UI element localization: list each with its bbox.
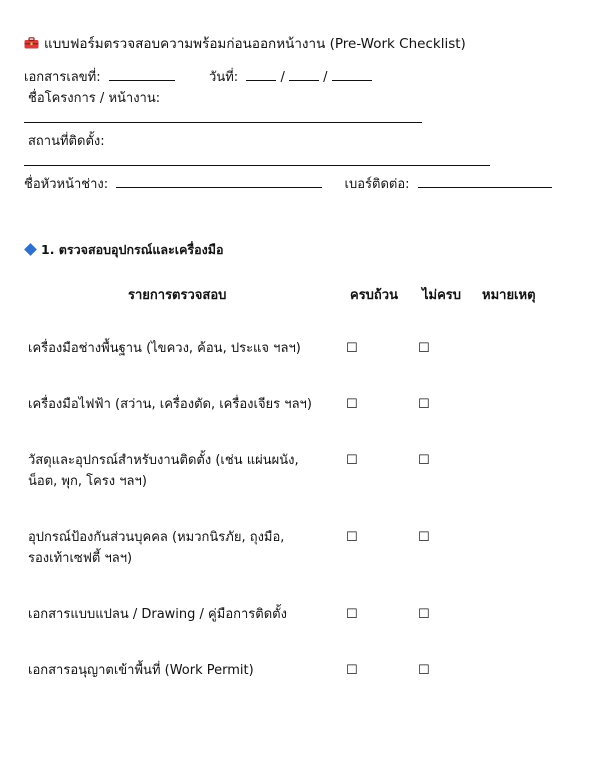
complete-checkbox[interactable]: ☐ bbox=[346, 663, 358, 678]
section-1-title bbox=[24, 240, 224, 260]
complete-checkbox[interactable]: ☐ bbox=[346, 397, 358, 412]
date-month-field[interactable] bbox=[289, 68, 319, 81]
foreman-phone-row bbox=[24, 173, 552, 194]
complete-checkbox[interactable]: ☐ bbox=[346, 341, 358, 356]
diamond-icon bbox=[24, 243, 37, 256]
doc-no-field[interactable] bbox=[109, 68, 175, 81]
date-sep: / bbox=[323, 70, 328, 85]
col-header-note: หมายเหตุ bbox=[482, 288, 536, 303]
incomplete-checkbox[interactable]: ☐ bbox=[418, 663, 430, 678]
complete-checkbox[interactable]: ☐ bbox=[346, 607, 358, 622]
project-label: ชื่อโครงการ / หน้างาน: bbox=[28, 91, 161, 106]
item-label: เครื่องมือไฟฟ้า (สว่าน, เครื่องตัด, เครื่องเจียร ฯลฯ) bbox=[28, 397, 312, 412]
incomplete-checkbox[interactable]: ☐ bbox=[418, 607, 430, 622]
phone-label: เบอร์ติดต่อ: bbox=[344, 177, 410, 192]
col-header-incomplete: ไม่ครบ bbox=[422, 288, 462, 303]
incomplete-checkbox[interactable]: ☐ bbox=[418, 397, 430, 412]
col-header-complete: ครบถ้วน bbox=[350, 288, 398, 303]
page-title-text: แบบฟอร์มตรวจสอบความพร้อมก่อนออกหน้างาน (Pre-Work Checklist) bbox=[44, 36, 466, 52]
item-label: เครื่องมือช่างพื้นฐาน (ไขควง, ค้อน, ประแจ ฯลฯ) bbox=[28, 341, 301, 356]
date-year-field[interactable] bbox=[332, 68, 372, 81]
complete-checkbox[interactable]: ☐ bbox=[346, 453, 358, 468]
project-field[interactable] bbox=[24, 122, 422, 123]
incomplete-checkbox[interactable]: ☐ bbox=[418, 453, 430, 468]
location-field[interactable] bbox=[24, 165, 490, 166]
item-label: วัสดุและอุปกรณ์สำหรับงานติดตั้ง (เช่น แผ่นผนัง, น็อต, พุก, โครง ฯลฯ) bbox=[28, 453, 299, 489]
item-label: เอกสารแบบแปลน / Drawing / คู่มือการติดตั้ง bbox=[28, 607, 287, 622]
incomplete-checkbox[interactable]: ☐ bbox=[418, 530, 430, 545]
toolbox-icon bbox=[24, 37, 39, 49]
doc-no-label: เอกสารเลขที่: bbox=[24, 70, 101, 85]
foreman-label: ชื่อหัวหน้าช่าง: bbox=[24, 177, 109, 192]
section-1-text: 1. ตรวจสอบอุปกรณ์และเครื่องมือ bbox=[41, 242, 224, 257]
col-header-item: รายการตรวจสอบ bbox=[128, 288, 227, 303]
location-label: สถานที่ติดตั้ง: bbox=[28, 134, 105, 149]
incomplete-checkbox[interactable]: ☐ bbox=[418, 341, 430, 356]
item-label: เอกสารอนุญาตเข้าพื้นที่ (Work Permit) bbox=[28, 663, 254, 678]
complete-checkbox[interactable]: ☐ bbox=[346, 530, 358, 545]
doc-date-row bbox=[24, 66, 372, 87]
date-day-field[interactable] bbox=[246, 68, 276, 81]
item-label: อุปกรณ์ป้องกันส่วนบุคคล (หมวกนิรภัย, ถุงมือ, รองเท้าเซฟตี้ ฯลฯ) bbox=[28, 530, 285, 566]
date-label: วันที่: bbox=[209, 70, 239, 85]
foreman-field[interactable] bbox=[116, 175, 322, 188]
date-sep: / bbox=[280, 70, 285, 85]
phone-field[interactable] bbox=[418, 175, 552, 188]
page-title bbox=[24, 32, 466, 54]
